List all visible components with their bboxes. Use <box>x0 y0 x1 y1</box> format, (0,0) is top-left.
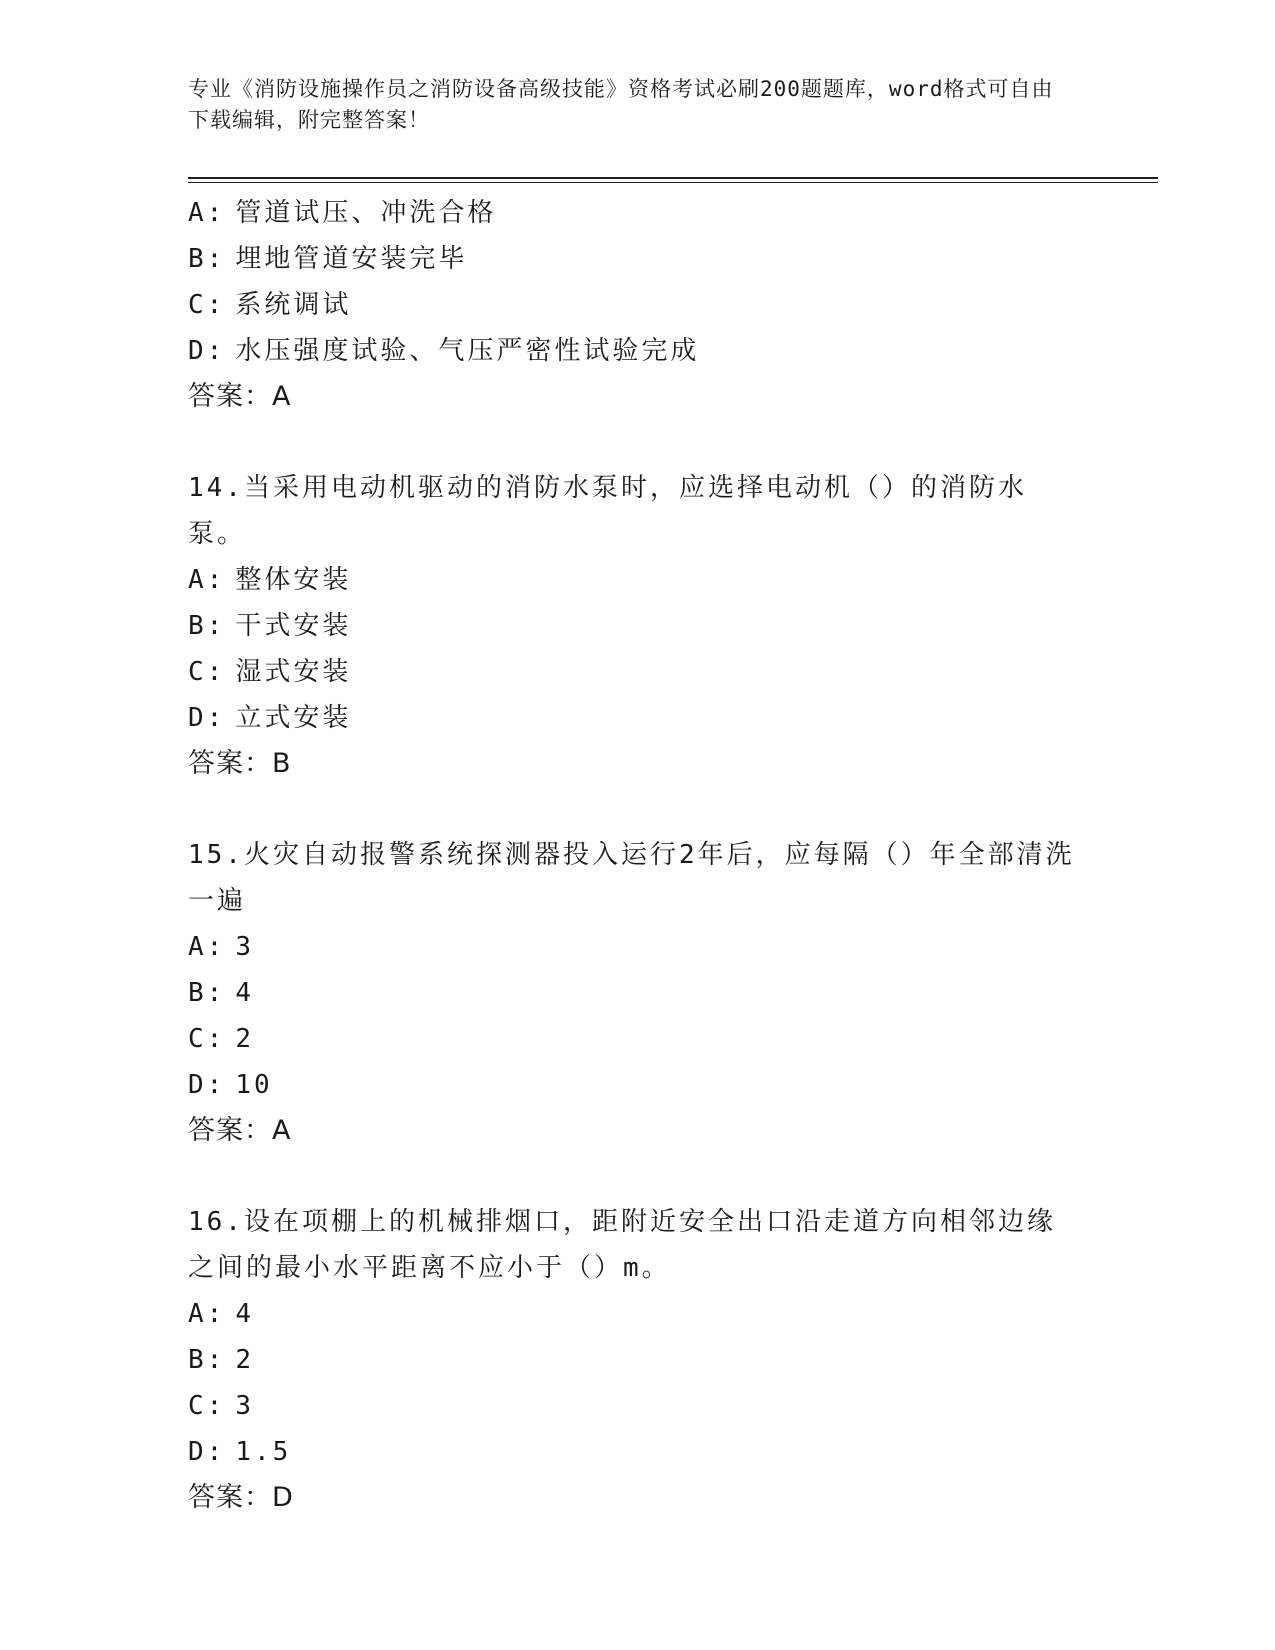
option-letter: B: <box>188 244 226 274</box>
option-text: 管道试压、冲洗合格 <box>235 198 497 228</box>
question-15 <box>188 832 1088 1154</box>
option-c <box>188 282 1088 328</box>
option-text: 埋地管道安装完毕 <box>235 244 468 274</box>
option-letter: B: <box>188 978 226 1008</box>
option-d <box>188 1429 1088 1475</box>
option-b <box>188 1337 1088 1383</box>
option-letter: C: <box>188 657 226 687</box>
option-text: 4 <box>235 978 254 1008</box>
option-d <box>188 328 1088 374</box>
option-a <box>188 190 1088 236</box>
option-a <box>188 924 1088 970</box>
option-letter: C: <box>188 290 226 320</box>
option-letter: A: <box>188 932 226 962</box>
option-letter: B: <box>188 1345 226 1375</box>
option-letter: D: <box>188 1070 226 1100</box>
question-text: 15.火灾自动报警系统探测器投入运行2年后，应每隔（）年全部清洗一遍 <box>188 840 1075 916</box>
option-text: 10 <box>235 1070 273 1100</box>
option-letter: A: <box>188 565 226 595</box>
option-text: 水压强度试验、气压严密性试验完成 <box>235 336 700 366</box>
question-list <box>188 190 1088 1521</box>
option-a <box>188 557 1088 603</box>
answer-line: 答案：D <box>188 1482 294 1513</box>
answer-line: 答案：A <box>188 1115 292 1146</box>
question-16 <box>188 1199 1088 1521</box>
question-text: 16.设在项棚上的机械排烟口，距附近安全出口沿走道方向相邻边缘之间的最小水平距离不应小于（）m。 <box>188 1207 1056 1283</box>
option-letter: A: <box>188 198 226 228</box>
header-divider-thin <box>188 182 1158 183</box>
answer-line: 答案：A <box>188 381 292 412</box>
question-text: 14.当采用电动机驱动的消防水泵时，应选择电动机（）的消防水泵。 <box>188 473 1027 549</box>
option-text: 1.5 <box>235 1437 292 1467</box>
option-letter: A: <box>188 1299 226 1329</box>
question-14 <box>188 465 1088 787</box>
option-c <box>188 1016 1088 1062</box>
option-text: 3 <box>235 932 254 962</box>
option-text: 立式安装 <box>235 703 352 733</box>
option-letter: D: <box>188 336 226 366</box>
header-divider <box>188 177 1158 179</box>
question-carryover <box>188 190 1088 420</box>
option-text: 系统调试 <box>235 290 352 320</box>
option-text: 2 <box>235 1345 254 1375</box>
option-text: 3 <box>235 1391 254 1421</box>
option-letter: C: <box>188 1024 226 1054</box>
option-letter: D: <box>188 1437 226 1467</box>
option-c <box>188 649 1088 695</box>
option-c <box>188 1383 1088 1429</box>
option-a <box>188 1291 1088 1337</box>
option-b <box>188 236 1088 282</box>
option-d <box>188 1062 1088 1108</box>
option-letter: D: <box>188 703 226 733</box>
option-text: 湿式安装 <box>235 657 352 687</box>
option-b <box>188 603 1088 649</box>
option-text: 4 <box>235 1299 254 1329</box>
option-letter: C: <box>188 1391 226 1421</box>
document-header: 专业《消防设施操作员之消防设备高级技能》资格考试必刷200题题库，word格式可自由下载编辑，附完整答案！ <box>188 77 1054 132</box>
option-text: 2 <box>235 1024 254 1054</box>
answer-line: 答案：B <box>188 748 292 779</box>
option-text: 整体安装 <box>235 565 352 595</box>
option-letter: B: <box>188 611 226 641</box>
option-d <box>188 695 1088 741</box>
option-b <box>188 970 1088 1016</box>
option-text: 干式安装 <box>235 611 352 641</box>
